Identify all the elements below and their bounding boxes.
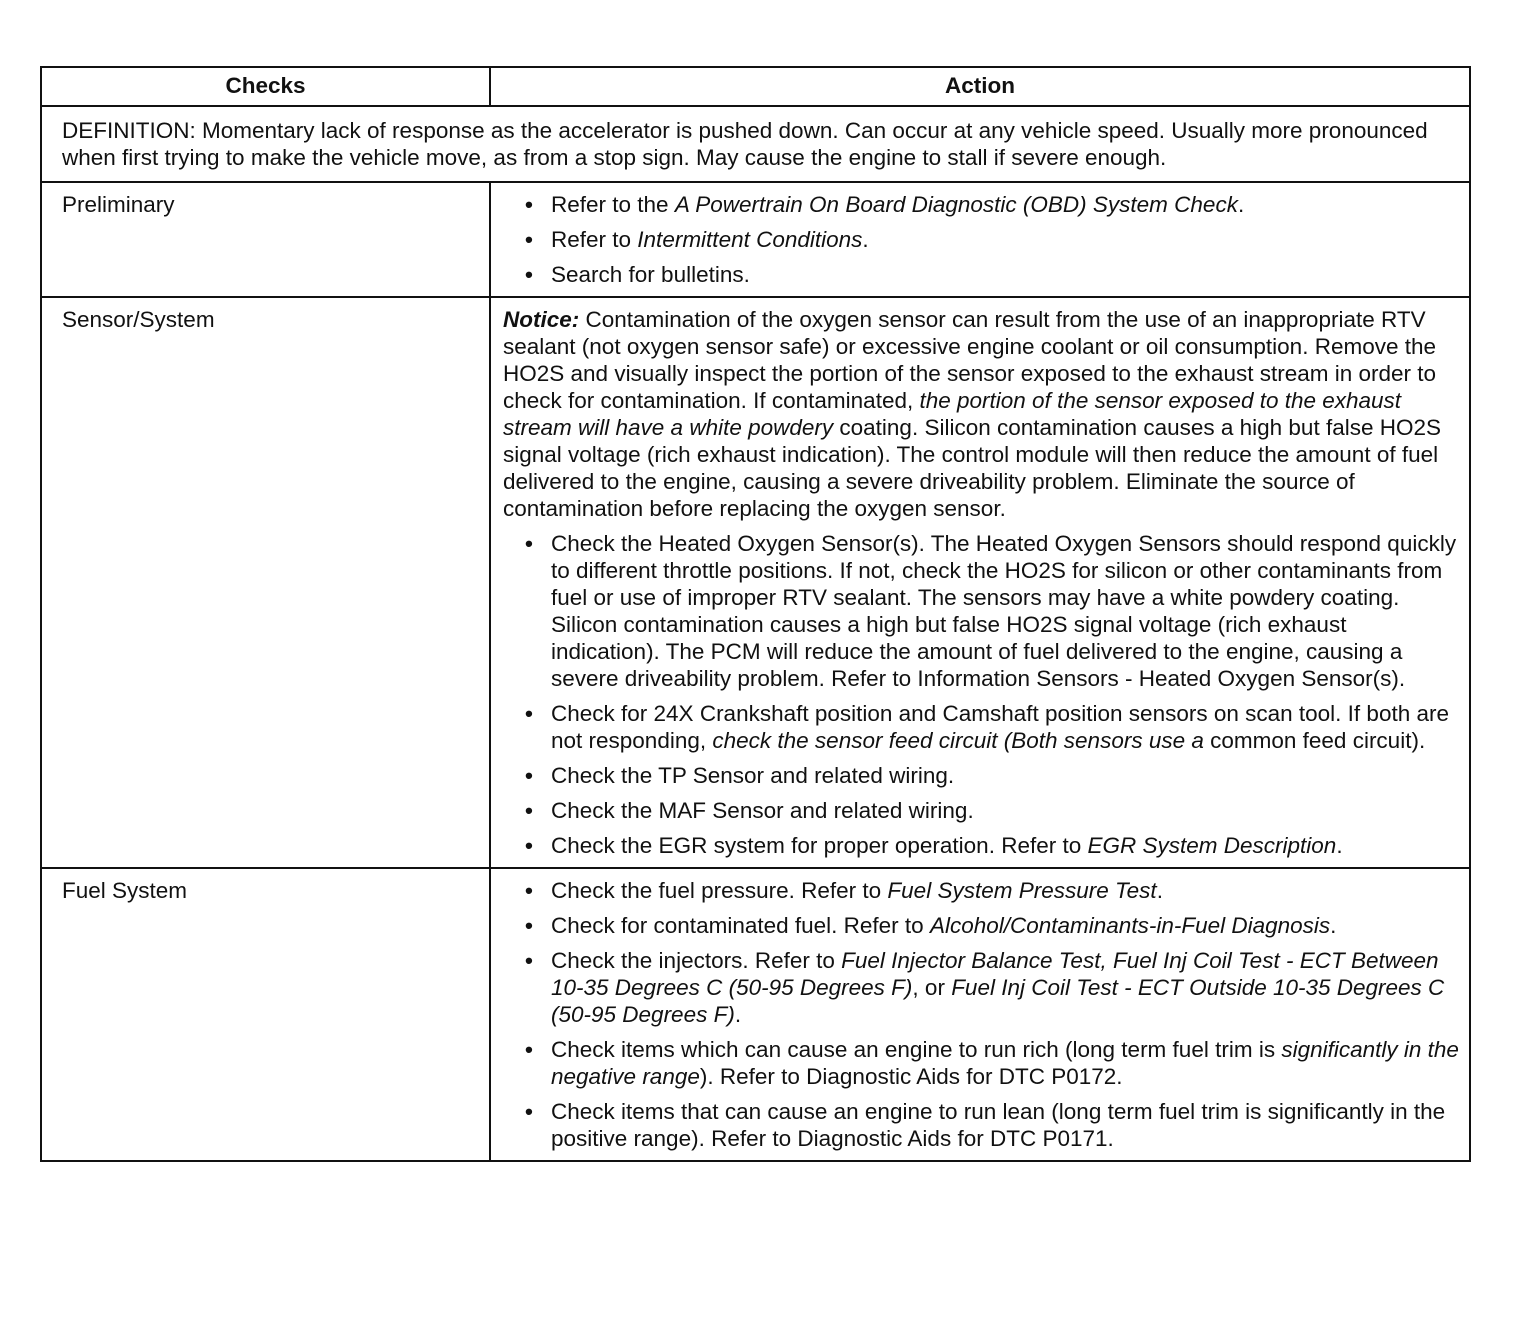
reference-link: Fuel Inj Coil Test - ECT Outside 10-35 Degrees C (50-95 Degrees F) (551, 975, 1445, 1027)
item-text: common feed circuit). (1203, 728, 1426, 753)
action-cell-fuel-system (490, 868, 1470, 1161)
item-text: , or (912, 975, 952, 1000)
item-text: Refer to the (551, 192, 675, 217)
check-label-preliminary: Preliminary (41, 182, 490, 297)
item-text: Check items which can cause an engine to run rich (long term fuel trim is (551, 1037, 1282, 1062)
item-text: Search for bulletins. (551, 262, 750, 287)
item-text: . (1156, 878, 1163, 903)
bullet-icon: • (525, 1037, 533, 1062)
list-item (503, 1098, 1459, 1152)
table-row (41, 868, 1470, 1161)
header-action: Action (490, 67, 1470, 106)
item-text: Check items that can cause an engine to run lean (long term fuel trim is significantly in the positive range). Refer to Diagnostic Aids for DTC P0171. (551, 1099, 1446, 1151)
list-item (503, 530, 1459, 692)
reference-link: Fuel Injector Balance Test, Fuel Inj Coil Test - ECT Between 10-35 Degrees C (50-95 Degrees F) (551, 948, 1439, 1000)
notice-italic-text: the portion of the sensor exposed to the exhaust stream will have a white powdery (503, 388, 1402, 440)
diagnostic-table (40, 66, 1471, 1162)
bullet-icon: • (525, 262, 533, 287)
reference-link: Intermittent Conditions (637, 227, 863, 252)
item-text: . (1330, 913, 1337, 938)
item-text: ). Refer to Diagnostic Aids for DTC P0172. (699, 1064, 1123, 1089)
item-text: Check the injectors. Refer to (551, 948, 842, 973)
action-list (503, 877, 1459, 1152)
list-item (503, 877, 1459, 904)
header-row (41, 67, 1470, 106)
item-text: Check the EGR system for proper operation. Refer to (551, 833, 1088, 858)
item-text: Check for 24X Crankshaft position and Camshaft position sensors on scan tool. If both are not responding, (551, 701, 1449, 753)
reference-link: Fuel System Pressure Test (887, 878, 1157, 903)
reference-link: Alcohol/Contaminants-in-Fuel Diagnosis (929, 913, 1331, 938)
list-item (503, 1036, 1459, 1090)
definition-text: DEFINITION: Momentary lack of response as the accelerator is pushed down. Can occur at any vehicle speed. Usually more pronounced when first trying to make the vehicle move, as from a stop sign. May cause the engine to stall if severe enough. (41, 106, 1470, 182)
table-row (41, 297, 1470, 868)
notice-text: coating. Silicon contamination causes a high but false HO2S signal voltage (rich exhaust indication). The control module will then reduce the amount of fuel delivered to the engine, causing a severe driveability problem. Eliminate the source of contamination before replacing the oxygen sensor. (503, 415, 1441, 521)
reference-link: EGR System Description (1087, 833, 1337, 858)
notice-text: Contamination of the oxygen sensor can result from the use of an inappropriate RTV sealant (not oxygen sensor safe) or excessive engine coolant or oil consumption. Remove the HO2S and visually inspect the portion of the sensor exposed to the exhaust stream in order to check for contamination. If contaminated, (503, 307, 1437, 413)
bullet-icon: • (525, 913, 533, 938)
item-text: Check the Heated Oxygen Sensor(s). The Heated Oxygen Sensors should respond quickly to different throttle positions. If not, check the HO2S for silicon or other contaminants from fuel or use of improper RTV sealant. The sensors may have a white powdery coating. Silicon contamination causes a high but false HO2S signal voltage (rich exhaust indication). The PCM will reduce the amount of fuel delivered to the engine, causing a severe driveability problem. Refer to Information Sensors - Heated Oxygen Sensor(s). (551, 531, 1457, 691)
table-row (41, 182, 1470, 297)
bullet-icon: • (525, 763, 533, 788)
notice-label: Notice: (503, 307, 580, 332)
list-item (503, 700, 1459, 754)
list-item (503, 191, 1459, 218)
item-text: Check the fuel pressure. Refer to (551, 878, 888, 903)
item-text: . (1336, 833, 1343, 858)
check-label-fuel-system: Fuel System (41, 868, 490, 1161)
check-label-sensor-system: Sensor/System (41, 297, 490, 868)
item-text: . (734, 1002, 742, 1027)
item-text: . (862, 227, 869, 252)
bullet-icon: • (525, 833, 533, 858)
bullet-icon: • (525, 1099, 533, 1124)
item-text: Check the MAF Sensor and related wiring. (551, 798, 974, 823)
action-list (503, 530, 1459, 859)
bullet-icon: • (525, 798, 533, 823)
item-text: Check for contaminated fuel. Refer to (551, 913, 930, 938)
action-list (503, 191, 1459, 288)
bullet-icon: • (525, 878, 533, 903)
bullet-icon: • (525, 701, 533, 726)
bullet-icon: • (525, 192, 533, 217)
diagnostic-sheet (40, 66, 1469, 1162)
definition-row (41, 106, 1470, 182)
header-checks: Checks (41, 67, 490, 106)
reference-link: A Powertrain On Board Diagnostic (OBD) System Check (674, 192, 1238, 217)
bullet-icon: • (525, 531, 533, 556)
item-text: Refer to (551, 227, 638, 252)
list-item (503, 226, 1459, 253)
item-italic-text: check the sensor feed circuit (Both sensors use a (712, 728, 1204, 753)
item-text: Check the TP Sensor and related wiring. (551, 763, 955, 788)
bullet-icon: • (525, 948, 533, 973)
action-cell-sensor-system (490, 297, 1470, 868)
list-item (503, 797, 1459, 824)
list-item (503, 261, 1459, 288)
notice-paragraph (503, 306, 1459, 522)
item-text: . (1237, 192, 1245, 217)
list-item (503, 762, 1459, 789)
bullet-icon: • (525, 227, 533, 252)
list-item (503, 912, 1459, 939)
list-item (503, 832, 1459, 859)
list-item (503, 947, 1459, 1028)
item-italic-text: significantly in the negative range (551, 1037, 1459, 1089)
action-cell-preliminary (490, 182, 1470, 297)
